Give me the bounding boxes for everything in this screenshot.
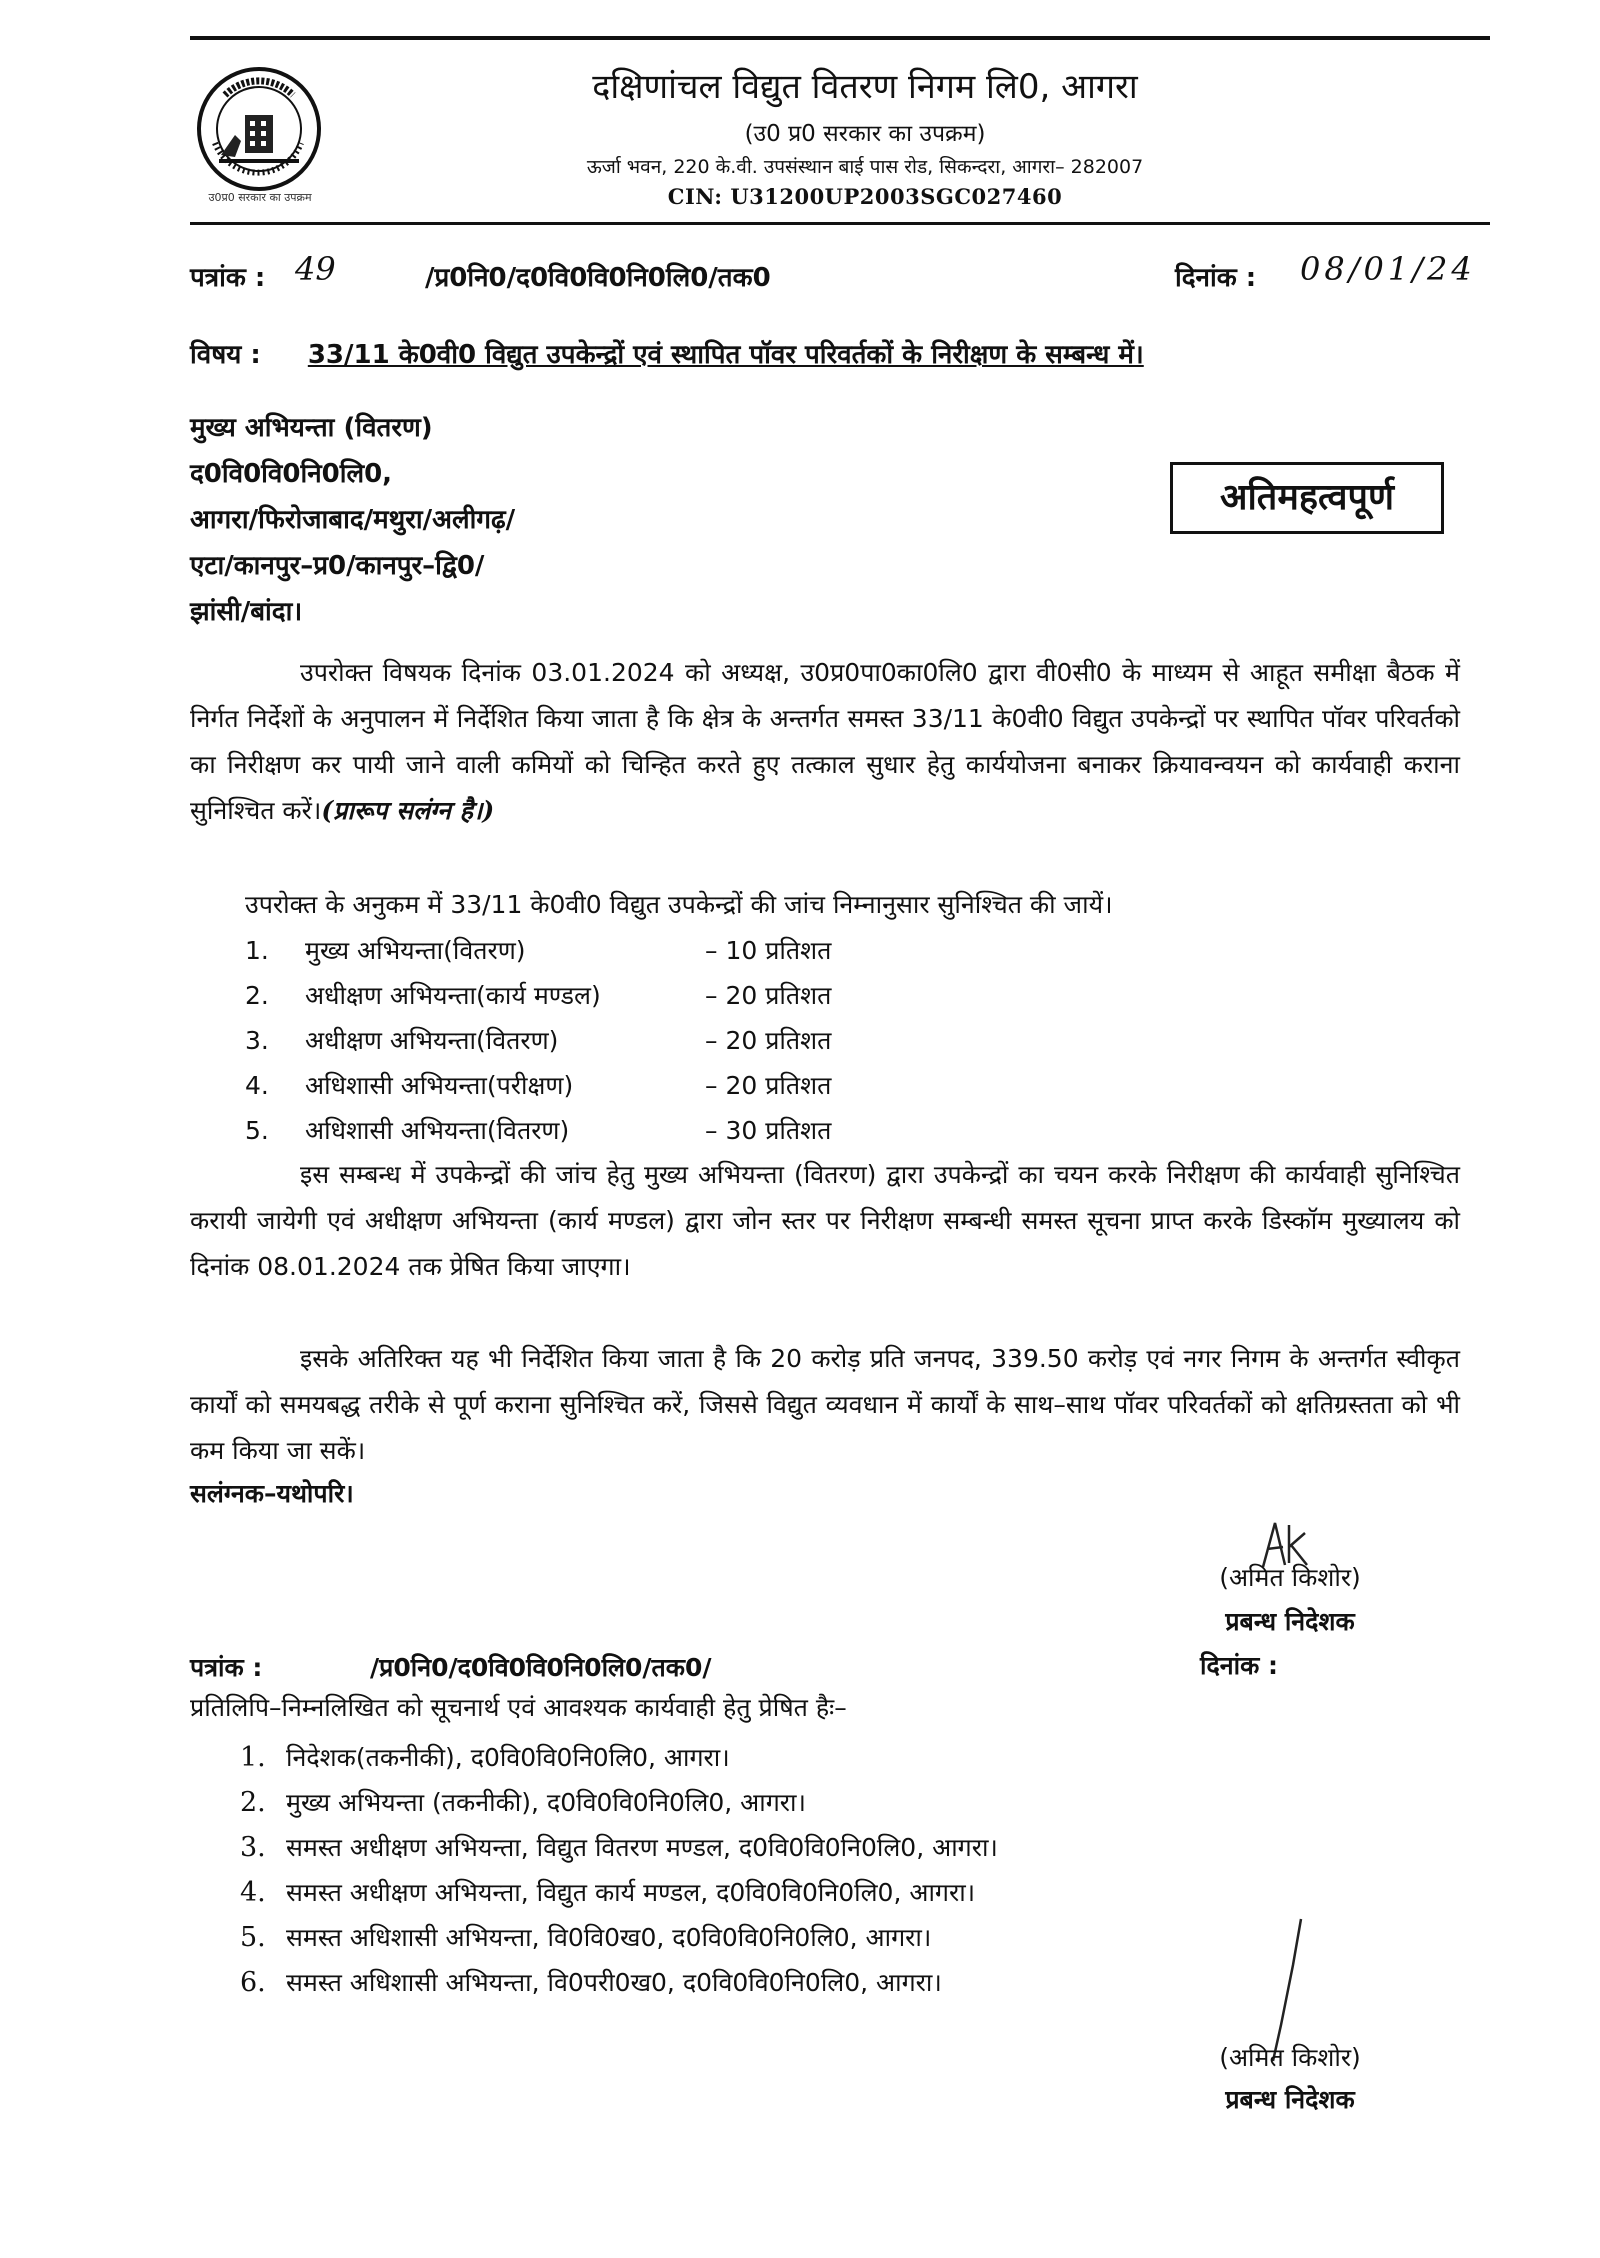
list-item: 1. मुख्य अभियन्ता(वितरण) – 10 प्रतिशत — [245, 936, 832, 965]
body-paragraph-4: इसके अतिरिक्त यह भी निर्देशित किया जाता है कि 20 करोड़ प्रति जनपद, 339.50 करोड़ एवं नगर निगम के अन्तर्गत स्वीकृत कार्यों को समयबद्ध तरीके से पूर्ण कराना सुनिश्चित करें, जिससे विद्युत व्यवधान में कार्यों के साथ–साथ पॉवर परिवर्तकों को क्षतिग्रस्तता को भी कम किया जा सकें। — [190, 1344, 1460, 1465]
list-item: 2. अधीक्षण अभियन्ता(कार्य मण्डल) – 20 प्रतिशत — [245, 981, 832, 1010]
body-paragraph-2: उपरोक्त के अनुकम में 33/11 के0वी0 विद्युत उपकेन्द्रों की जांच निम्नानुसार सुनिश्चित की जायें। — [245, 890, 1113, 919]
list-item: 2. मुख्य अभियन्ता (तकनीकी), द0वि0वि0नि0लि0, आगरा। — [240, 1787, 806, 1818]
copy-intro: प्रतिलिपि–निम्नलिखित को सूचनार्थ एवं आवश्यक कार्यवाही हेतु प्रेषित हैः– — [190, 1693, 847, 1722]
copy-dinank-label: दिनांक : — [1200, 1651, 1279, 1680]
list-item: 4. अधिशासी अभियन्ता(परीक्षण) – 20 प्रतिशत — [245, 1071, 832, 1100]
list-item: 3. समस्त अधीक्षण अभियन्ता, विद्युत वितरण मण्डल, द0वि0वि0नि0लि0, आगरा। — [240, 1832, 998, 1863]
company-logo — [195, 65, 323, 193]
subject-label: विषय : — [190, 340, 261, 370]
copy-recipient-list — [240, 1735, 998, 2005]
signatory-name: (अमित किशोर) — [1219, 1563, 1361, 1592]
logo-caption: उ0प्र0 सरकार का उपक्रम — [208, 191, 312, 204]
header-bottom-rule — [190, 222, 1490, 225]
list-item: 3. अधीक्षण अभियन्ता(वितरण) – 20 प्रतिशत — [245, 1026, 832, 1055]
paragraph-text: उपरोक्त विषयक दिनांक 03.01.2024 को अध्यक्ष, उ0प्र0पा0का0लि0 द्वारा वी0सी0 के माध्यम से आहूत समीक्षा बैठक में निर्गत निर्देशों के अनुपालन में निर्देशित किया जाता है कि क्षेत्र के अन्तर्गत समस्त 33/11 के0वी0 विद्युत उपकेन्द्रों पर स्थापित पॉवर परिवर्तको का निरीक्षण कर पायी जाने वाली कमियों को चिन्हित करते हुए तत्काल सुधार हेतु कार्ययोजना बनाकर क्रियावन्वयन को कार्यवाही कराना सुनिश्चित करें। — [190, 658, 1460, 825]
dinank-label: दिनांक : — [1175, 263, 1257, 293]
list-item: 5. समस्त अधिशासी अभियन्ता, वि0वि0ख0, द0वि0वि0नि0लि0, आगरा। — [240, 1922, 932, 1953]
list-item: 5. अधिशासी अभियन्ता(वितरण) – 30 प्रतिशत — [245, 1116, 832, 1145]
addressee-line: झांसी/बांदा। — [190, 597, 303, 627]
urgent-stamp: अतिमहत्वपूर्ण — [1170, 462, 1444, 534]
handwritten-note: (प्रारूप सलंग्न है।) — [321, 796, 495, 825]
enclosure-line: सलंग्नक–यथोपरि। — [190, 1479, 354, 1508]
signatory-designation: प्रबन्ध निदेशक — [1225, 1607, 1355, 1636]
copy-patrank-code: /प्र0नि0/द0वि0वि0नि0लि0/तक0/ — [370, 1653, 712, 1682]
body-paragraph-3: इस सम्बन्ध में उपकेन्द्रों की जांच हेतु मुख्य अभियन्ता (वितरण) द्वारा उपकेन्द्रों का चयन करके निरीक्षण की कार्यवाही सुनिश्चित करायी जायेगी एवं अधीक्षण अभियन्ता (कार्य मण्डल) द्वारा जोन स्तर पर निरीक्षण सम्बन्धी समस्त सूचना प्राप्त करके डिस्कॉम मुख्यालय को दिनांक 08.01.2024 तक प्रेषित किया जाएगा। — [190, 1160, 1460, 1281]
cin-number: CIN: U31200UP2003SGC027460 — [667, 184, 1063, 209]
addressee-line: आगरा/फिरोजाबाद/मथुरा/अलीगढ़/ — [190, 505, 516, 535]
inspection-share-list — [245, 928, 831, 1153]
subject-line — [190, 335, 1144, 371]
addressee-block — [190, 405, 515, 635]
patrank-number-handwritten: 49 — [295, 250, 336, 288]
body-paragraph-1 — [190, 650, 1460, 834]
organization-name: दक्षिणांचल विद्युत वितरण निगम लि0, आगरा — [592, 67, 1138, 107]
patrank-code: /प्र0नि0/द0वि0वि0नि0लि0/तक0 — [425, 263, 771, 293]
list-item: 4. समस्त अधीक्षण अभियन्ता, विद्युत कार्य मण्डल, द0वि0वि0नि0लि0, आगरा। — [240, 1877, 976, 1908]
addressee-line: द0वि0वि0नि0लि0, — [190, 459, 393, 489]
patrank-label: पत्रांक : — [190, 263, 266, 293]
organization-subtitle: (उ0 प्र0 सरकार का उपक्रम) — [744, 121, 986, 147]
signatory-designation-2: प्रबन्ध निदेशक — [1225, 2085, 1355, 2114]
copy-patrank-label: पत्रांक : — [190, 1653, 263, 1682]
header-top-rule — [190, 36, 1490, 40]
signatory-name-2: (अमित किशोर) — [1219, 2043, 1361, 2072]
organization-address: ऊर्जा भवन, 220 के.वी. उपसंस्थान बाई पास रोड, सिकन्दरा, आगरा– 282007 — [586, 156, 1144, 178]
list-item: 6. समस्त अधिशासी अभियन्ता, वि0परी0ख0, द0वि0वि0नि0लि0, आगरा। — [240, 1967, 942, 1998]
list-item: 1. निदेशक(तकनीकी), द0वि0वि0नि0लि0, आगरा। — [240, 1742, 730, 1773]
addressee-line: मुख्य अभियन्ता (वितरण) — [190, 413, 433, 443]
addressee-line: एटा/कानपुर–प्र0/कानपुर–द्वि0/ — [190, 551, 485, 581]
dinank-value-handwritten: 08/01/24 — [1300, 250, 1476, 288]
subject-text: 33/11 के0वी0 विद्युत उपकेन्द्रों एवं स्थापित पॉवर परिवर्तकों के निरीक्षण के सम्बन्ध में। — [307, 340, 1144, 370]
